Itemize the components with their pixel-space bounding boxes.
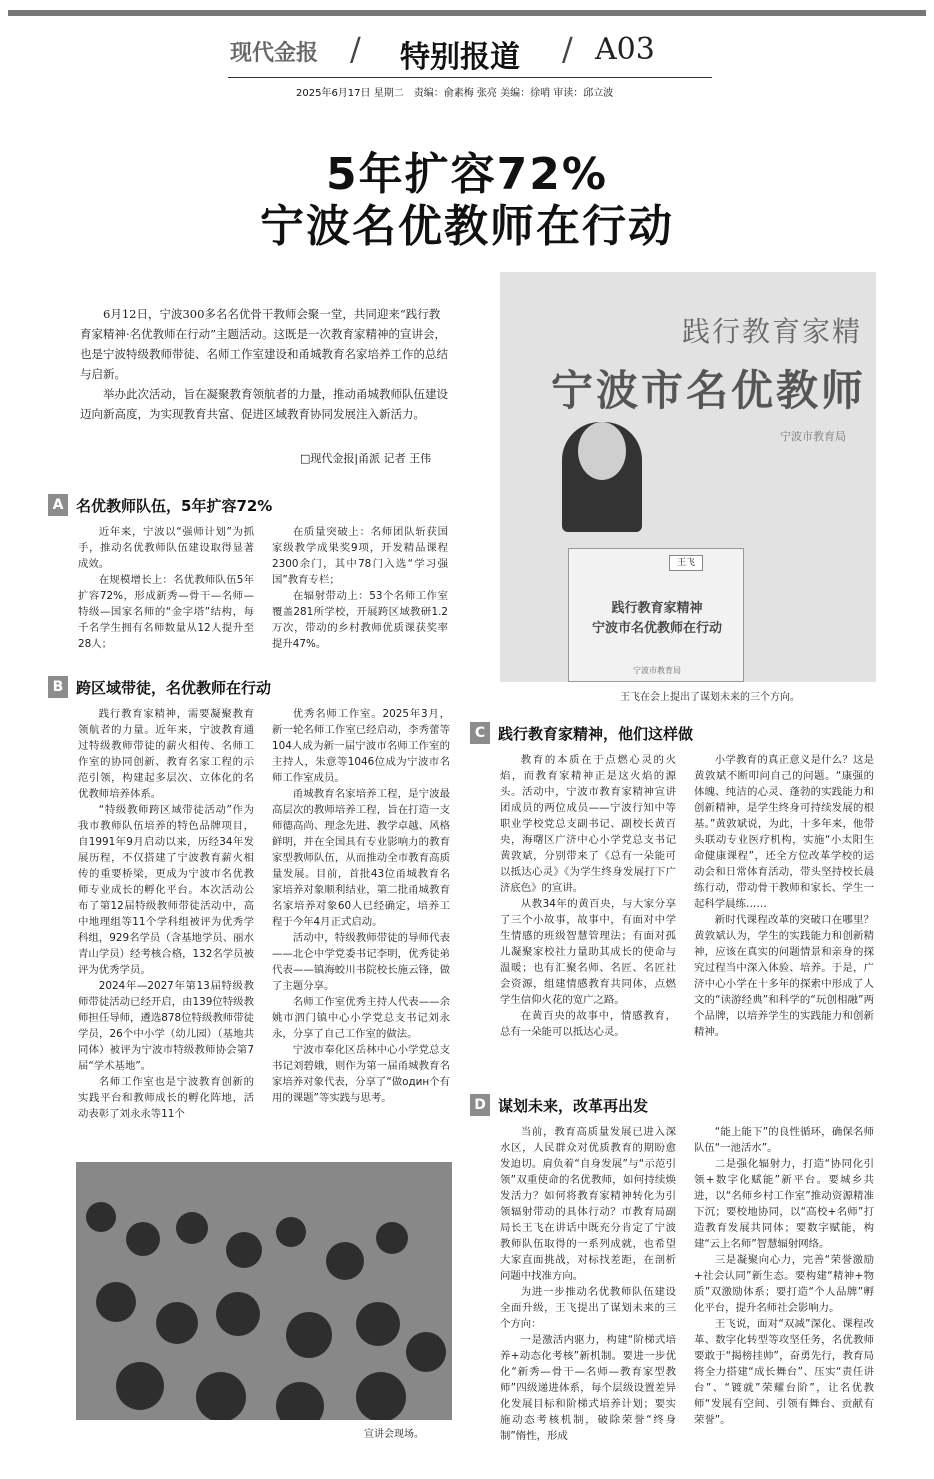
masthead-slash: / bbox=[562, 30, 573, 68]
podium-slogan: 践行教育家精神 bbox=[611, 601, 703, 616]
section-name: 特别报道 bbox=[400, 40, 520, 75]
podium-organizer: 宁波市教育局 bbox=[633, 666, 681, 675]
speaker-photo bbox=[500, 272, 876, 682]
paragraph: 三是凝聚向心力，完善“荣誉激励+社会认同”新生态。要构建“精神+物质”双激励体系；要打造“个人品牌”孵化平台，提升名师社会影响力。 bbox=[694, 1254, 874, 1314]
audience-member bbox=[356, 1372, 406, 1420]
section-title: 跨区域带徒，名优教师在行动 bbox=[76, 679, 272, 697]
section-a-header bbox=[48, 494, 448, 518]
paragraph: 当前，教育高质量发展已进入深水区，人民群众对优质教育的期盼愈发迫切。肩负着“自身发展”与“示范引领”双重使命的名优教师，如何持续焕发活力？如何将教育家精神转化为引领辐射带动的具体行动？市教育局副局长王飞在讲话中既充分肯定了宁波教师队伍取得的一系列成就，也希望大家直面挑战，对标找差距，在剖析问题中找准方向。 bbox=[500, 1126, 676, 1282]
section-title: 谋划未来，改革再出发 bbox=[498, 1097, 649, 1115]
audience-member bbox=[406, 1332, 446, 1372]
backdrop-title: 宁波市名优教师 bbox=[550, 366, 866, 415]
podium-title: 宁波市名优教师在行动 bbox=[591, 621, 722, 636]
masthead-rule bbox=[228, 77, 712, 78]
audience-photo bbox=[76, 1162, 452, 1420]
page-number: A03 bbox=[595, 32, 655, 67]
headline-line2: 宁波名优教师在行动 bbox=[260, 201, 674, 252]
audience-member bbox=[376, 1222, 408, 1254]
paragraph: 二是强化辐射力，打造“协同化引领+数字化赋能”新平台。要城乡共进，以“名师乡村工作室”推动资源精准下沉；要校地协同，以“高校+名师”打造教育发展共同体；要数字赋能，构建“云上名师”智慧辐射网络。 bbox=[694, 1158, 874, 1250]
paragraph: 宁波市奉化区岳林中心小学党总支书记刘碧娥，则作为第一届甬城教育名家培养对象代表，分享了“做один个有用的课题”等实践与思考。 bbox=[272, 1044, 450, 1104]
section-badge: B bbox=[48, 676, 68, 698]
audience-member bbox=[286, 1312, 332, 1358]
section-b-col1 bbox=[78, 706, 254, 1144]
paragraph: 小学教育的真正意义是什么？这是黄敦斌不断叩问自己的问题。“康强的体魄、纯洁的心灵、蓬勃的实践能力和创新精神，是学生终身可持续发展的根基。”黄敦斌说，为此，十多年来，他带头联动专业医疗机构，实施“小太阳生命健康课程”，还全方位改革学校的运动会和日常体育活动，带头坚持校长晨练行动，带动骨干教师和家长、学生一起科学晨练…… bbox=[694, 754, 874, 910]
lead-paragraphs bbox=[80, 304, 450, 424]
audience-member bbox=[196, 1372, 246, 1420]
section-b-col2 bbox=[272, 706, 450, 1144]
audience-member bbox=[86, 1202, 116, 1232]
paragraph: 在黄百央的故事中，情感教育，总有一朵能可以抵达心灵。 bbox=[500, 1010, 676, 1038]
audience-member bbox=[156, 1302, 198, 1344]
masthead bbox=[230, 30, 710, 74]
paragraph: 近年来，宁波以“强师计划”为抓手，推动名优教师队伍建设取得显著成效。 bbox=[78, 526, 254, 570]
paragraph: 2024年—2027年第13届特级教师带徒活动已经开启，由139位特级教师担任导师，遴选878位特级教师带徒学员，26个中小学（幼儿园）（基地共同体）被评为宁波市特级教师协会第7届“学术基地”。 bbox=[78, 980, 254, 1072]
paragraph: 践行教育家精神，需要凝聚教育领航者的力量。近年来，宁波教育通过特级教师带徒的薪火相传、名师工作室的协同创新、教育名家工程的示范引领，构建起多层次、立体化的名优教师培养体系。 bbox=[78, 708, 254, 800]
section-d-col1 bbox=[500, 1124, 676, 1464]
masthead-slash: / bbox=[350, 30, 361, 68]
dateline: 2025年6月17日 星期二 责编：俞素梅 张亮 美编：徐哨 审读：邱立波 bbox=[296, 88, 614, 99]
top-rule bbox=[8, 10, 926, 16]
paragraph: 名师工作室也是宁波教育创新的实践平台和教师成长的孵化阵地，活动表彰了刘永永等11个 bbox=[78, 1076, 254, 1120]
paragraph: 王飞说，面对“双减”深化、课程改革、数字化转型等攻坚任务，名优教师要敢于“揭榜挂帅”，奋勇先行，教育局将全力搭建“成长舞台”、压实“责任讲台”、“镀就”荣耀台阶”，让名优教师“发展有空间、引领有舞台、贡献有荣誉”。 bbox=[694, 1318, 874, 1426]
section-c-header bbox=[470, 722, 890, 746]
audience-member bbox=[176, 1212, 208, 1244]
paragraph: 从教34年的黄百央，与大家分享了三个小故事，故事中，有面对中学生情感的班级智慧管理法；有面对孤儿凝聚家校社力量助其成长的使命与温暖；也有汇聚名师、名匠、名匠社会资源，组建情感教育共同体，点燃学生信仰火花的宽广之路。 bbox=[500, 898, 676, 1006]
audience-member bbox=[326, 1242, 364, 1280]
section-badge: C bbox=[470, 722, 490, 744]
audience-member bbox=[216, 1292, 260, 1336]
audience-member bbox=[276, 1382, 324, 1420]
paragraph: 在辐射带动上：53个名师工作室覆盖281所学校，开展跨区域教研1.2万次，带动的乡村教师优质课获奖率提升47%。 bbox=[272, 590, 448, 650]
byline: □现代金报|甬派 记者 王伟 bbox=[300, 452, 432, 465]
paragraph: 在规模增长上：名优教师队伍5年扩容72%，形成新秀—骨干—名师—特级—国家名师的“金字塔”结构，每千名学生拥有名师数量从12人提升至28人； bbox=[78, 574, 254, 650]
backdrop-slogan: 践行教育家精 bbox=[681, 315, 862, 348]
section-d-header bbox=[470, 1094, 890, 1118]
audience-member bbox=[116, 1362, 164, 1410]
section-badge: D bbox=[470, 1094, 490, 1116]
paragraph: 甬城教育名家培养工程，是宁波最高层次的教师培养工程，旨在打造一支师德高尚、理念先进、教学卓越、风格鲜明，并在全国具有专业影响力的教育家型教师队伍，从而推动全市教育高质量发展。目前，首批43位甬城教育名家培养对象顺利结业，第二批甬城教育名家培养对象60人已经确定，培养工程于今年4月正式启动。 bbox=[272, 788, 450, 928]
paragraph: 为进一步推动名优教师队伍建设全面升级，王飞提出了谋划未来的三个方向： bbox=[500, 1286, 676, 1330]
nameplate: 王飞 bbox=[669, 555, 703, 571]
section-a-col2 bbox=[272, 524, 448, 664]
section-title: 践行教育家精神，他们这样做 bbox=[498, 725, 694, 743]
backdrop-organizer: 宁波市教育局 bbox=[780, 430, 846, 443]
headline-line1: 5年扩容72% bbox=[326, 149, 608, 200]
paragraph: 一是激活内驱力，构建“阶梯式培养+动态化考核”新机制。要进一步优化“新秀—骨干—名师—教育家型教师”四级递进体系，每个层级设置差异化发展目标和阶梯式培养计划；要实施动态考核机制，破除荣誉“终身制”惰性，形成 bbox=[500, 1334, 676, 1442]
lead-paragraph: 6月12日，宁波300多名名优骨干教师会聚一堂，共同迎来“践行教育家精神·名优教师在行动”主题活动。这既是一次教育家精神的宣讲会，也是宁波特级教师带徒、名师工作室建设和甬城教育名家培养工作的总结与启新。 bbox=[80, 307, 448, 381]
section-badge: A bbox=[48, 494, 68, 516]
podium bbox=[568, 548, 744, 682]
paragraph: 名师工作室优秀主持人代表——余姚市泗门镇中心小学党总支书记刘永永，分享了自己工作室的做法。 bbox=[272, 996, 450, 1040]
section-c-col1 bbox=[500, 752, 676, 1078]
section-a-col1 bbox=[78, 524, 254, 664]
paragraph: 教育的本质在于点燃心灵的火焰，而教育家精神正是这火焰的源头。活动中，宁波市教育家精神宣讲团成员的两位成员——宁波行知中等职业学校党总支副书记、副校长黄百央，海曙区广济中心小学党总支书记黄敦斌，分别带来了《总有一朵能可以抵达心灵》《为学生终身发展打下广济底色》的宣讲。 bbox=[500, 754, 676, 894]
section-title: 名优教师队伍，5年扩容72% bbox=[76, 497, 273, 515]
section-c-col2 bbox=[694, 752, 874, 1078]
audience-member bbox=[126, 1222, 160, 1256]
lead-paragraph: 举办此次活动，旨在凝聚教育领航者的力量，推动甬城教师队伍建设迈向新高度，为实现教育共富、促进区域教育协同发展注入新活力。 bbox=[80, 387, 448, 421]
paragraph: 优秀名师工作室。2025年3月，新一轮名师工作室已经启动，李秀蕾等104人成为新一届宁波市名师工作室的主持人，朱意等1046位成为宁波市名师工作室成员。 bbox=[272, 708, 450, 784]
audience-member bbox=[226, 1232, 262, 1268]
audience-member bbox=[276, 1217, 306, 1247]
section-b-header bbox=[48, 676, 448, 700]
audience-member bbox=[356, 1302, 400, 1346]
photo-caption: 王飞在会上提出了谋划未来的三个方向。 bbox=[620, 692, 800, 703]
paragraph: 活动中，特级教师带徒的导师代表——北仑中学党委书记李明，优秀徒弟代表——镇海蛟川书院校长施云锋，做了主题分享。 bbox=[272, 932, 450, 992]
section-d-col2 bbox=[694, 1124, 874, 1464]
paper-name: 现代金报 bbox=[230, 40, 319, 66]
photo-caption: 宣讲会现场。 bbox=[364, 1429, 424, 1440]
paragraph: “特级教师跨区域带徒活动”作为我市教师队伍培养的特色品牌项目，自1991年9月启动以来，历经34年发展历程，不仅搭建了宁波教育薪火相传的重要桥梁，更成为宁波市名优教师专业成长的孵化平台。本次活动公布了第12届特级教师带徒活动中，高中地理组等11个学科组被评为优秀学科组，929名学员（含基地学员、丽水青山学员）经考核合格，132名学员被评为优秀学员。 bbox=[78, 804, 254, 976]
paragraph: “能上能下”的良性循环，确保名师队伍“一池活水”。 bbox=[694, 1126, 874, 1154]
paragraph: 新时代课程改革的突破口在哪里？黄敦斌认为，学生的实践能力和创新精神，应该在真实的问题情景和亲身的探究过程当中深入体验、培养。于是，广济中心小学在十多年的探索中形成了人文的“读游经典”和科学的“玩创相融”两个品牌，以培养学生的实践能力和创新精神。 bbox=[694, 914, 874, 1038]
speaker-face bbox=[578, 422, 626, 480]
audience-member bbox=[96, 1282, 136, 1322]
paragraph: 在质量突破上：名师团队斩获国家级教学成果奖9项，开发精品课程2300余门，其中78门入选“学习强国”教育专栏； bbox=[272, 526, 448, 586]
